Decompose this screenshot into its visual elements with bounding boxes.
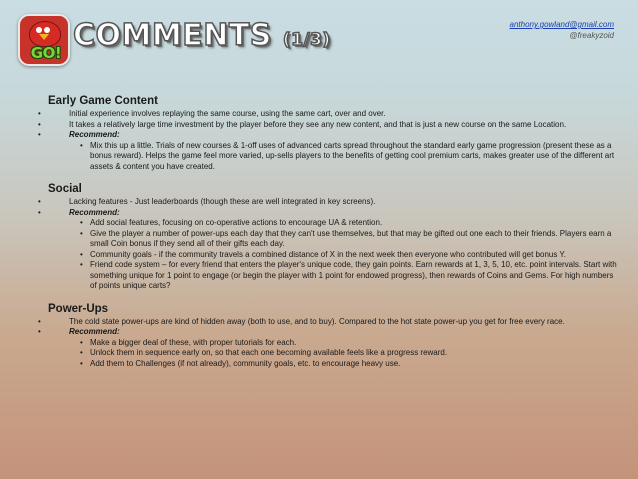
bullet-glyph: • (80, 260, 83, 269)
bullet-text: Unlock them in sequence early on, so that each one becoming available feels like a progress reward. (90, 348, 448, 357)
sub-bullet-item (48, 141, 618, 173)
contact-handle: @freakyzoid (569, 31, 614, 40)
bullet-item (38, 207, 618, 219)
bullet-text: Add them to Challenges (if not already), community goals, etc. to encourage heavy use. (90, 358, 401, 368)
sub-bullet-item (48, 260, 618, 292)
sub-bullet-item (48, 229, 618, 250)
section-title: Social (48, 183, 82, 195)
sub-bullet-item (48, 218, 618, 229)
bullet-glyph: • (80, 228, 83, 238)
slide-part-indicator: (1/3) (282, 30, 331, 50)
bullet-item (38, 119, 618, 131)
section (38, 94, 618, 172)
bullet-text: Mix this up a little. Trials of new courses & 1-off uses of advanced carts spread throughout the standard early game progression (present these as a bonus reward). Helps the game feel more varied, up-sells players to the benefits of getting cool premium carts, makes greater use of the different art assets & content you have created. (90, 140, 615, 171)
bullet-item (38, 130, 618, 141)
bullet-text: Initial experience involves replaying the same course, using the same cart, over and over. (69, 109, 386, 118)
sub-bullet-item (48, 359, 618, 370)
recommend-label: Recommend: (69, 130, 120, 139)
bullet-glyph: • (38, 207, 41, 217)
slide-title-text: COMMENTS (73, 18, 272, 53)
bullet-item (38, 197, 618, 208)
bullet-glyph: • (38, 130, 41, 139)
slide-title (73, 18, 331, 53)
bullet-text: Lacking features - Just leaderboards (though these are well integrated in key screens). (69, 197, 376, 206)
logo-go-text: GO! (30, 44, 62, 62)
recommend-label: Recommend: (69, 207, 120, 217)
bullet-text: Add social features, focusing on co-operative actions to encourage UA & retention. (90, 218, 383, 227)
bullet-glyph: • (38, 109, 41, 118)
bullet-glyph: • (38, 327, 41, 336)
bullet-item (38, 327, 618, 338)
bullet-text: Make a bigger deal of these, with proper tutorials for each. (90, 337, 297, 347)
bullet-text: Friend code system – for every friend that enters the player's unique code, they gain points. Earn rewards at 1, 3, 5, 10, etc. point intervals. Start with something unique for 1 point to engage (or begin the player with 1 point for endowed progress), then rewards of Coins and Gems. For high numbers of points unique carts? (90, 260, 617, 290)
bullet-glyph: • (80, 337, 83, 347)
bullet-text: It takes a relatively large time investment by the player before they see any new content, and that is just a new course on the same Location. (69, 119, 567, 129)
bullet-text: Community goals - if the community travels a combined distance of X in the next week then everyone who contributed will get bonus Y. (90, 249, 566, 259)
game-logo-icon (18, 14, 70, 66)
section-title: Early Game Content (48, 95, 158, 107)
slide-header (0, 0, 638, 78)
bullet-text: Give the player a number of power-ups each day that they can't use themselves, but that may be gifted out one each to their friends. Players earn a small Coin bonus if they send all of their gifts each day. (90, 228, 612, 248)
bullet-glyph: • (80, 249, 83, 259)
sub-bullet-item (48, 338, 618, 349)
recommend-label: Recommend: (69, 327, 120, 336)
bullet-glyph: • (80, 140, 83, 150)
bullet-glyph: • (38, 197, 41, 206)
bullet-text: The cold state power-ups are kind of hidden away (both to use, and to buy). Compared to the hot state power-up you get for free every race. (69, 316, 565, 326)
bullet-glyph: • (80, 358, 83, 368)
bullet-glyph: • (80, 348, 83, 357)
bullet-item (38, 109, 618, 120)
bullet-glyph: • (38, 119, 41, 129)
sub-bullet-item (48, 250, 618, 261)
section-title: Power-Ups (48, 302, 109, 315)
sub-bullet-item (48, 348, 618, 359)
bullet-item (38, 316, 618, 328)
contact-email-link[interactable]: anthony.gowland@gmail.com (509, 20, 614, 29)
section (38, 302, 618, 370)
contact-info (510, 19, 614, 41)
bullet-glyph: • (80, 218, 83, 227)
section (38, 182, 618, 292)
bullet-glyph: • (38, 316, 41, 326)
slide-body (38, 94, 618, 379)
